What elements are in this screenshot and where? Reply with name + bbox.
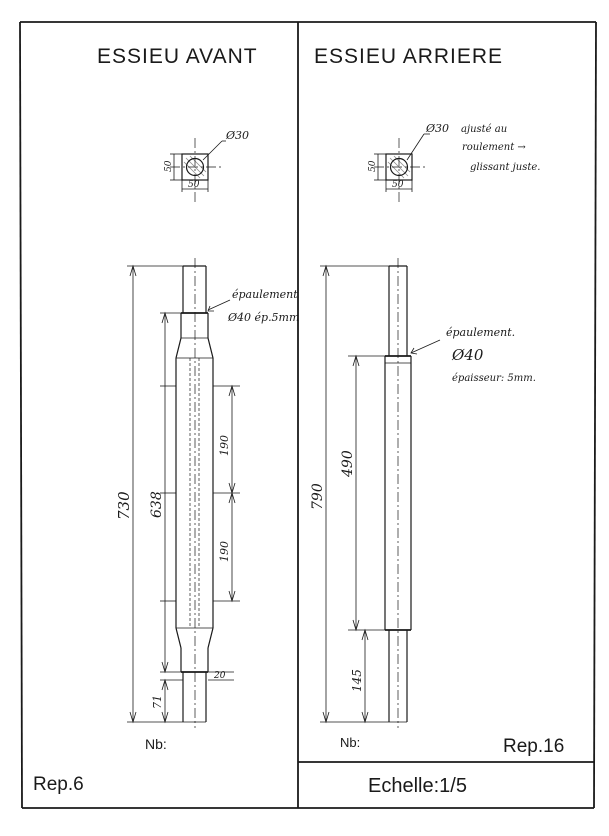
rear-fit-note-3: glissant juste. [470,162,541,173]
front-cross-section [164,129,249,205]
rear-section-diameter: Ø30 [426,122,450,135]
scale-label: Echelle:1/5 [368,775,467,797]
front-shoulder-note-1: épaulement [232,288,298,301]
rear-axle-title: ESSIEU ARRIERE [314,45,504,68]
rear-fit-note-2: roulement → [462,142,526,153]
rear-shoulder-note-2: Ø40 [452,346,484,364]
rear-dimensions [310,266,389,722]
front-dimensions [115,266,240,722]
rear-dim-shoulder-len: 490 [340,450,356,477]
front-section-width: 50 [188,180,200,190]
front-axle-title: ESSIEU AVANT [97,45,258,68]
front-quantity-label: Nb: [145,736,167,752]
rear-dim-total: 790 [310,483,326,510]
front-dim-end: 71 [151,695,164,709]
rear-reference: Rep.16 [503,736,565,757]
rear-shoulder-note-3: épaisseur: 5mm. [452,373,536,384]
rear-dim-end: 145 [350,669,364,692]
rear-section-height: 50 [368,160,378,172]
front-shoulder-note-2: Ø40 ép.5mm [228,311,300,324]
rear-axle-shaft [385,258,411,728]
rear-axle-view [310,45,564,757]
front-dim-shoulder: 20 [214,671,226,681]
front-dim-mid: 638 [149,491,165,518]
front-shoulder-note [208,288,299,324]
front-axle-shaft [176,258,213,728]
rear-fit-note-1: ajusté au [461,124,508,135]
front-dim-total: 730 [115,491,133,520]
rear-section-width: 50 [392,180,404,190]
front-axle-view [33,45,299,795]
front-reference: Rep.6 [33,774,84,795]
rear-cross-section [368,122,540,205]
front-section-height: 50 [164,160,174,172]
front-dim-lower: 190 [218,541,231,562]
rear-shoulder-note-1: épaulement. [446,326,516,339]
front-dim-upper: 190 [218,435,231,456]
rear-quantity-label: Nb: [340,735,361,750]
rear-shoulder-note [411,326,536,384]
front-section-diameter: Ø30 [226,129,250,142]
drawing-frame [20,22,596,808]
